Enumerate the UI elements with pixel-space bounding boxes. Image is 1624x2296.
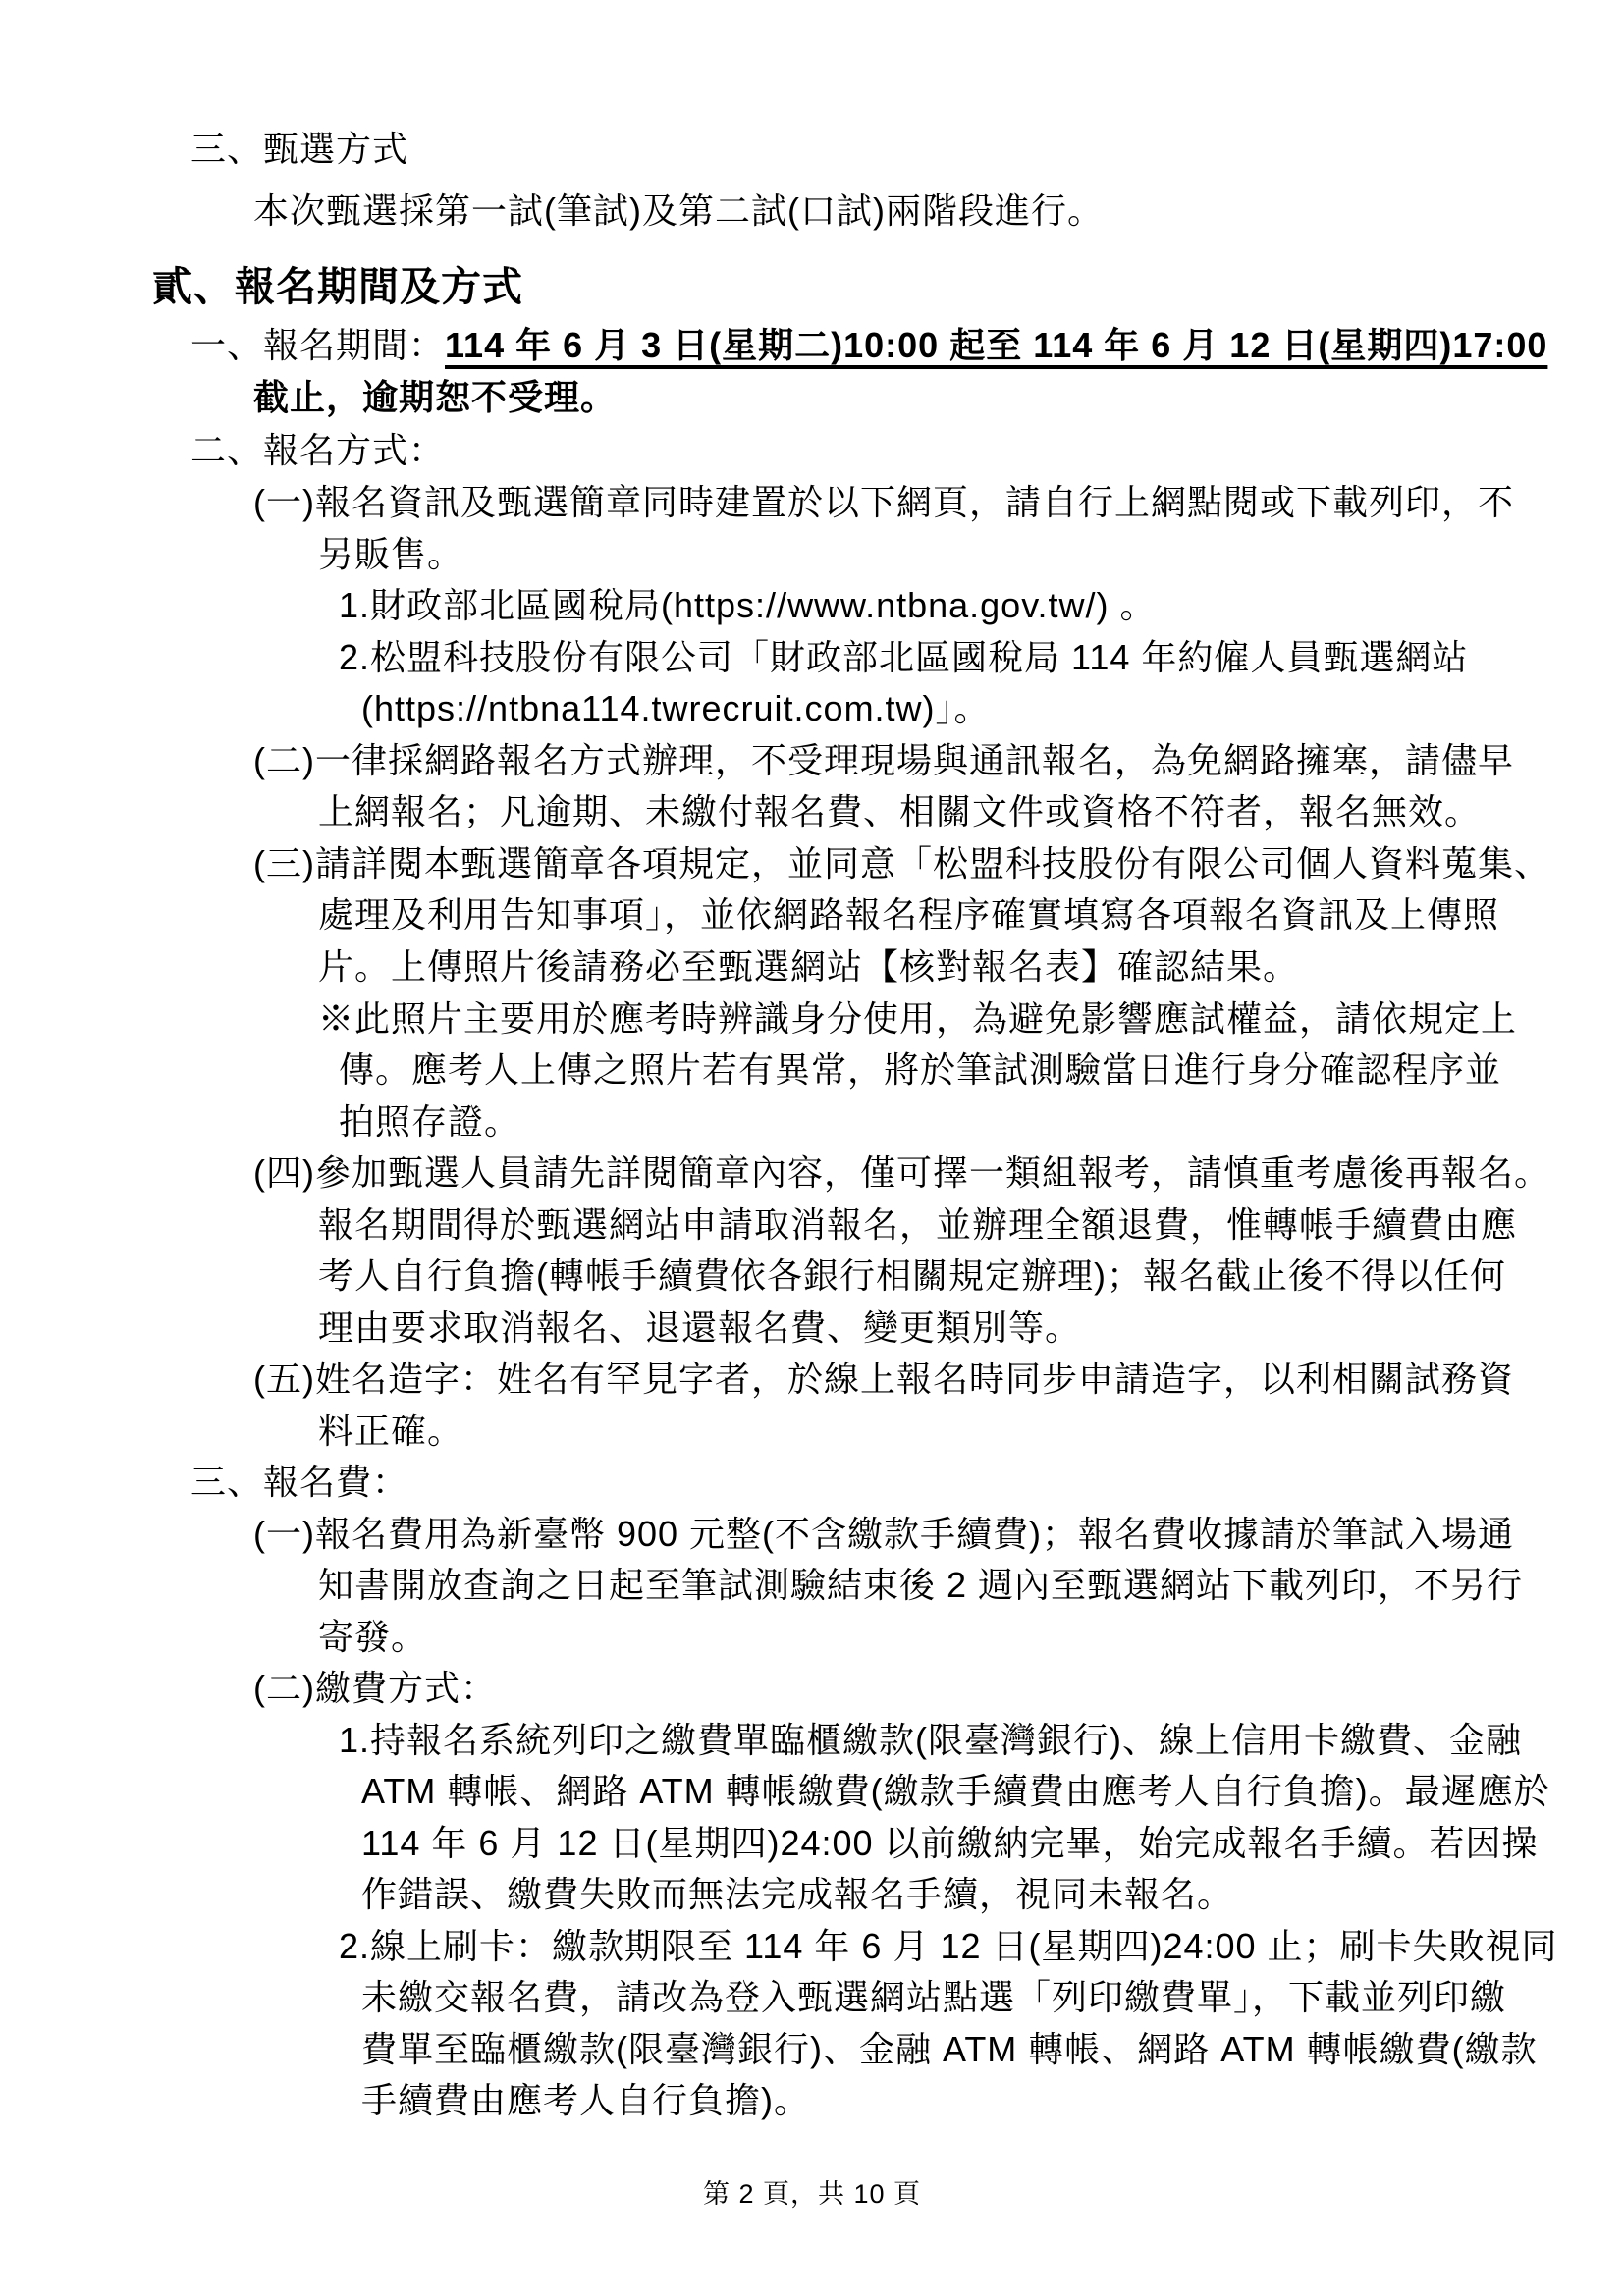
text-segment: (五)姓名造字：姓名有罕見字者，於線上報名時同步申請造字，以利相關試務資: [253, 1359, 1514, 1399]
text-segment: (二)繳費方式：: [253, 1668, 497, 1708]
text-payment-counter-1: [339, 1718, 1522, 1763]
text-payment-online-4: [361, 2078, 810, 2123]
text-segment: ATM 轉帳、網路 ATM 轉帳繳費(繳款手續費由應考人自行負擔)。最遲應於: [361, 1771, 1550, 1811]
text-segment: 料正確。: [318, 1411, 464, 1451]
subitem-payment-method: [253, 1666, 497, 1711]
underlined-emphasis-text: 114 年 6 月 3 日(星期二)10:00 起至 114 年 6 月 12 日(星期四)17:00: [445, 325, 1548, 365]
subitem-rare-characters: [253, 1357, 1514, 1402]
text-segment: 考人自行負擔(轉帳手續費依各銀行相關規定辦理)；報名截止後不得以任何: [318, 1255, 1506, 1296]
text-selection-process: [253, 188, 1104, 234]
text-segment: 片。上傳照片後請務必至甄選網站【核對報名表】確認結果。: [318, 946, 1300, 987]
text-segment: 三、報名費：: [190, 1462, 409, 1502]
text-segment: 手續費由應考人自行負擔)。: [361, 2080, 810, 2120]
text-read-rules-3: [318, 944, 1299, 989]
subitem-registration-info: [253, 480, 1514, 525]
subitem-fee-amount-1: [253, 1512, 1514, 1557]
item-selection-method: [190, 127, 408, 172]
text-payment-counter-3: [361, 1821, 1539, 1866]
text-segment: 上網報名；凡逾期、未繳付報名費、相關文件或資格不符者，報名無效。: [318, 791, 1482, 831]
item-registration-fee: [190, 1460, 408, 1505]
text-segment: 貳、報名期間及方式: [152, 264, 523, 309]
text-segment: 寄發。: [318, 1617, 428, 1657]
text-segment: 二、報名方式：: [190, 430, 446, 470]
text-payment-counter-4: [361, 1872, 1233, 1917]
text-segment: 作錯誤、繳費失敗而無法完成報名手續，視同未報名。: [361, 1874, 1234, 1914]
text-segment: (二)一律採網路報名方式辦理，不受理現場與通訊報名，為免網路擁塞，請儘早: [253, 740, 1514, 780]
text-segment: 報名期間得於甄選網站申請取消報名，並辦理全額退費，惟轉帳手續費由應: [318, 1204, 1518, 1245]
text-segment: (一)報名費用為新臺幣 900 元整(不含繳款手續費)；報名費收據請於筆試入場通: [253, 1514, 1515, 1554]
text-segment: 拍照存證。: [339, 1101, 521, 1142]
text-payment-online-2: [361, 1975, 1506, 2020]
text-segment: 三、甄選方式: [190, 129, 409, 169]
text-rare-characters-2: [318, 1409, 463, 1454]
text-website-ntbna: [339, 583, 1157, 628]
note-photo-purpose-2: [339, 1047, 1501, 1093]
text-payment-counter-2: [361, 1769, 1550, 1814]
text-segment: 2.線上刷卡：繳款期限至 114 年 6 月 12 日(星期四)24:00 止；刷卡失敗視同: [339, 1926, 1558, 1966]
text-segment: 1.持報名系統列印之繳費單臨櫃繳款(限臺灣銀行)、線上信用卡繳費、金融: [339, 1720, 1523, 1760]
item-registration-method: [190, 428, 445, 473]
item-registration-period: [190, 323, 1547, 368]
page-footer: 第 2 頁，共 10 頁: [702, 2179, 922, 2209]
text-segment: 1.財政部北區國稅局(https://www.ntbna.gov.tw/) 。: [339, 585, 1157, 625]
text-deadline-notice: [253, 375, 617, 420]
text-segment: 處理及利用告知事項」，並依網路報名程序確實填寫各項報名資訊及上傳照: [318, 894, 1500, 934]
text-read-rules-2: [318, 892, 1499, 937]
text-segment: (三)請詳閱本甄選簡章各項規定，並同意「松盟科技股份有限公司個人資料蒐集、: [253, 843, 1550, 883]
text-segment: ※此照片主要用於應考時辨識身分使用，為避免影響應試權益，請依規定上: [318, 998, 1518, 1039]
subitem-fee-amount-3: [318, 1615, 427, 1660]
text-payment-online-1: [339, 1924, 1558, 1969]
text-segment: (一)報名資訊及甄選簡章同時建置於以下網頁，請自行上網點閱或下載列印，不: [253, 482, 1514, 522]
text-not-sold-separately: [318, 532, 463, 577]
note-photo-purpose-1: [318, 996, 1517, 1041]
text-segment: 本次甄選採第一試(筆試)及第二試(口試)兩階段進行。: [253, 190, 1104, 231]
text-segment: 截止，逾期恕不受理。: [253, 377, 618, 417]
text-segment: 114 年 6 月 12 日(星期四)24:00 以前繳納完畢，始完成報名手續。若因操: [361, 1823, 1539, 1863]
text-segment: 另販售。: [318, 534, 464, 574]
text-segment: 2.松盟科技股份有限公司「財政部北區國稅局 114 年約僱人員甄選網站: [339, 637, 1469, 677]
text-online-only-2: [318, 789, 1481, 834]
text-segment: 傳。應考人上傳之照片若有異常，將於筆試測驗當日進行身分確認程序並: [339, 1049, 1502, 1090]
subitem-fee-amount-2: [318, 1563, 1523, 1608]
text-segment: 理由要求取消報名、退還報名費、變更類別等。: [318, 1308, 1082, 1348]
text-segment: 知書開放查詢之日起至筆試測驗結束後 2 週內至甄選網站下載列印，不另行: [318, 1565, 1524, 1605]
text-segment: (四)參加甄選人員請先詳閱簡章內容，僅可擇一類組報考，請慎重考慮後再報名。: [253, 1152, 1550, 1193]
text-segment: 未繳交報名費，請改為登入甄選網站點選「列印繳費單」，下載並列印繳: [361, 1977, 1507, 2017]
text-cancel-refund-1: [318, 1202, 1517, 1248]
heading-registration-period-and-method: [152, 261, 523, 312]
subitem-choose-one-group: [253, 1150, 1550, 1196]
text-website-recruit-1: [339, 635, 1468, 680]
text-segment: (https://ntbna114.twrecruit.com.tw)」。: [361, 688, 991, 728]
text-segment: 費單至臨櫃繳款(限臺灣銀行)、金融 ATM 轉帳、網路 ATM 轉帳繳費(繳款: [361, 2029, 1538, 2069]
text-website-recruit-2: [361, 686, 991, 731]
text-segment: 一、報名期間：: [190, 325, 446, 365]
text-payment-online-3: [361, 2027, 1538, 2072]
subitem-read-rules: [253, 841, 1550, 886]
text-cancel-refund-2: [318, 1254, 1506, 1299]
text-cancel-refund-3: [318, 1306, 1081, 1351]
subitem-online-only: [253, 738, 1514, 783]
note-photo-purpose-3: [339, 1099, 520, 1145]
